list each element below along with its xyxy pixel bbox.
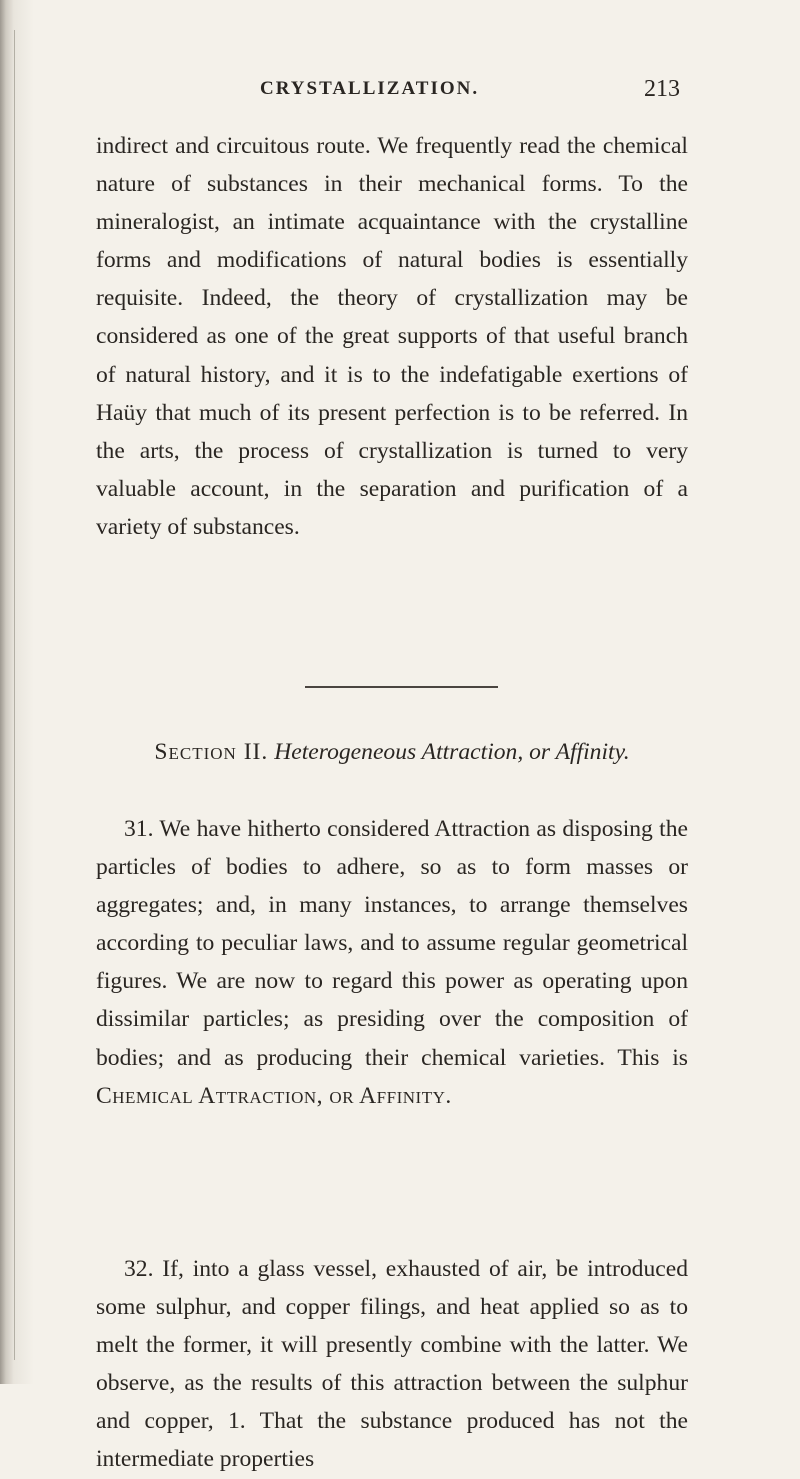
running-title: CRYSTALLIZATION. [260,78,480,99]
paragraph-2 [96,810,688,1115]
paragraph-1: indirect and circuitous route. We frequently read the chemical nature of substances in their mechanical forms. To the mineralogist, an intimate acquaintance with the crystalline forms and modifications of natural bodies is essentially requisite. Indeed, the theory of crystallization may be considered as one of the great supports of that useful branch of natural history, and it is to the indefatigable exertions of Haüy that much of its present perfection is to be referred. In the arts, the process of crystallization is turned to very valuable account, in the separation and purification of a variety of substances. [96,133,688,540]
section-label: Section II. [154,739,269,765]
section-divider [305,686,498,688]
section-title: Heterogeneous Attraction, or Affinity. [274,739,630,765]
paragraph-3: 32. If, into a glass vessel, exhausted of air, be introduced some sulphur, and copper filings, and heat applied so as to melt the former, it will presently combine with the latter. We observe, as the results of this attraction between the sulphur and copper, 1. That the substance produced has not the intermediate properties [96,1256,688,1473]
chemical-attraction-term: Chemical Attraction, or Affinity. [96,1082,452,1109]
paragraph-2-text: 31. We have hitherto considered Attraction as disposing the particles of bodies to adhere, so as to form masses or aggregates; and, in many instances, to arrange themselves according to peculiar laws, and to assume regular geometrical figures. We are now to regard this power as operating upon dissimilar particles; as presiding over the composition of bodies; and as producing their chemical varieties. This is [96,816,688,1071]
page-number: 213 [644,76,680,102]
page-binding-edge [0,0,34,1384]
section-heading [96,732,688,772]
page-header [260,78,680,108]
binding-line [14,30,15,1360]
